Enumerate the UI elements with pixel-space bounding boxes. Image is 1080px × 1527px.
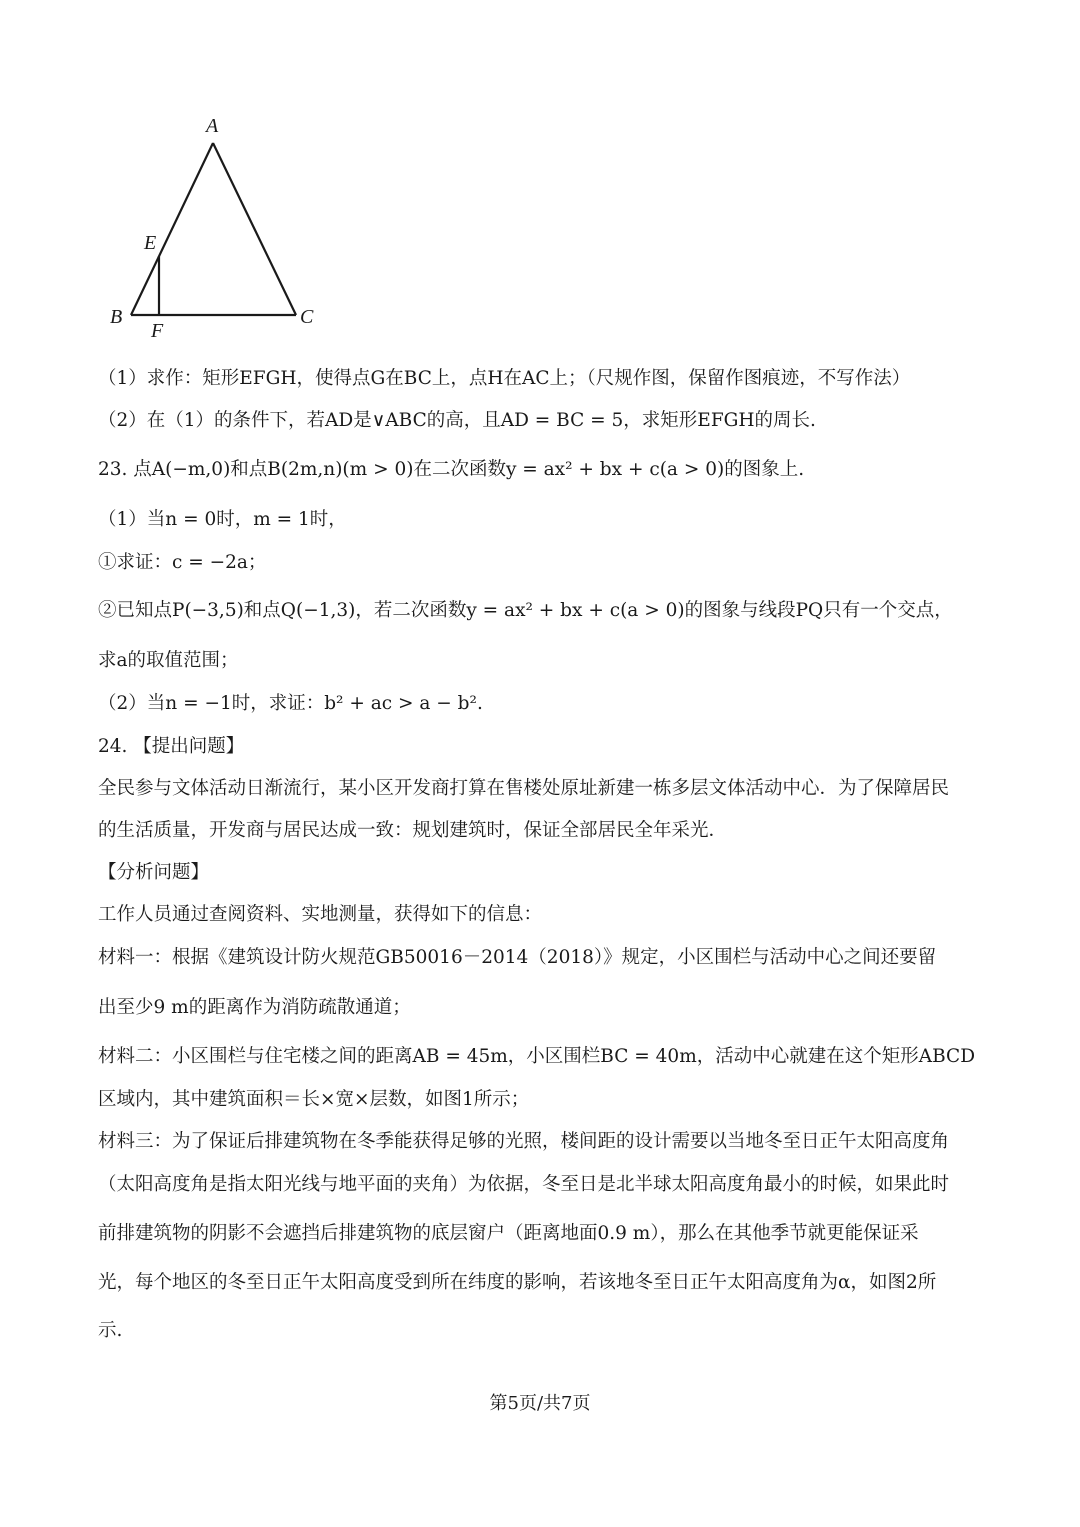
side-ab [131,143,213,315]
q24-material2-b: 区域内，其中建筑面积＝长×宽×层数，如图1所示； [98,1089,530,1110]
q24-line1: 全民参与文体活动日渐流行，某小区开发商打算在售楼处原址新建一栋多层文体活动中心．为了保障居民 [98,778,950,799]
q24-analysis-heading: 【分析问题】 [98,862,210,883]
label-b: B [110,306,123,328]
triangle-diagram [100,108,340,348]
label-e: E [144,232,157,254]
q23-part1a: ①求证：c = −2a； [98,552,267,573]
page-number: 第5页/共7页 [489,1393,591,1414]
label-a: A [206,115,219,137]
q22-part2: （2）在（1）的条件下，若AD是∨ABC的高，且AD = BC = 5，求矩形EFGH的周长. [98,410,816,431]
q24-material3-a: 材料三：为了保证后排建筑物在冬季能获得足够的光照，楼间距的设计需要以当地冬至日正午太阳高度角 [98,1131,950,1152]
q24-line3: 工作人员通过查阅资料、实地测量，获得如下的信息： [98,904,543,925]
q24-material3-b: （太阳高度角是指太阳光线与地平面的夹角）为依据，冬至日是北半球太阳高度角最小的时候，如果此时 [98,1174,950,1195]
q23-part1: （1）当n = 0时，m = 1时， [98,509,347,530]
triangle-figure [100,108,340,348]
q24-line2: 的生活质量，开发商与居民达成一致：规划建筑时，保证全部居民全年采光． [98,820,728,841]
q24-material3-e: 示. [98,1320,123,1341]
q23-part2: （2）当n = −1时，求证：b² + ac > a − b². [98,693,483,714]
q24-material3-d: 光，每个地区的冬至日正午太阳高度受到所在纬度的影响，若该地冬至日正午太阳高度角为α，如图2所 [98,1272,937,1293]
q24-material2-a: 材料二：小区围栏与住宅楼之间的距离AB = 45m，小区围栏BC = 40m，活动中心就建在这个矩形ABCD [98,1046,976,1067]
q23-part1b-cont: 求a的取值范围； [98,650,239,671]
q24-heading: 24. 【提出问题】 [98,736,245,757]
q22-part1: （1）求作：矩形EFGH，使得点G在BC上，点H在AC上；（尺规作图，保留作图痕迹，不写作法） [98,368,911,389]
q23-part1b: ②已知点P(−3,5)和点Q(−1,3)，若二次函数y = ax² + bx + c(a > 0)的图象与线段PQ只有一个交点， [98,600,953,621]
label-f: F [151,320,164,342]
side-ac [213,143,296,315]
q23-stem: 23. 点A(−m,0)和点B(2m,n)(m > 0)在二次函数y = ax² + bx + c(a > 0)的图象上. [98,459,805,480]
q24-material1-b: 出至少9 m的距离作为消防疏散通道； [98,997,411,1018]
q24-material1-a: 材料一：根据《建筑设计防火规范GB50016－2014（2018）》规定，小区围栏与活动中心之间还要留 [98,947,937,968]
label-c: C [300,306,314,328]
q24-material3-c: 前排建筑物的阴影不会遮挡后排建筑物的底层窗户（距离地面0.9 m），那么在其他季节就更能保证采 [98,1223,919,1244]
